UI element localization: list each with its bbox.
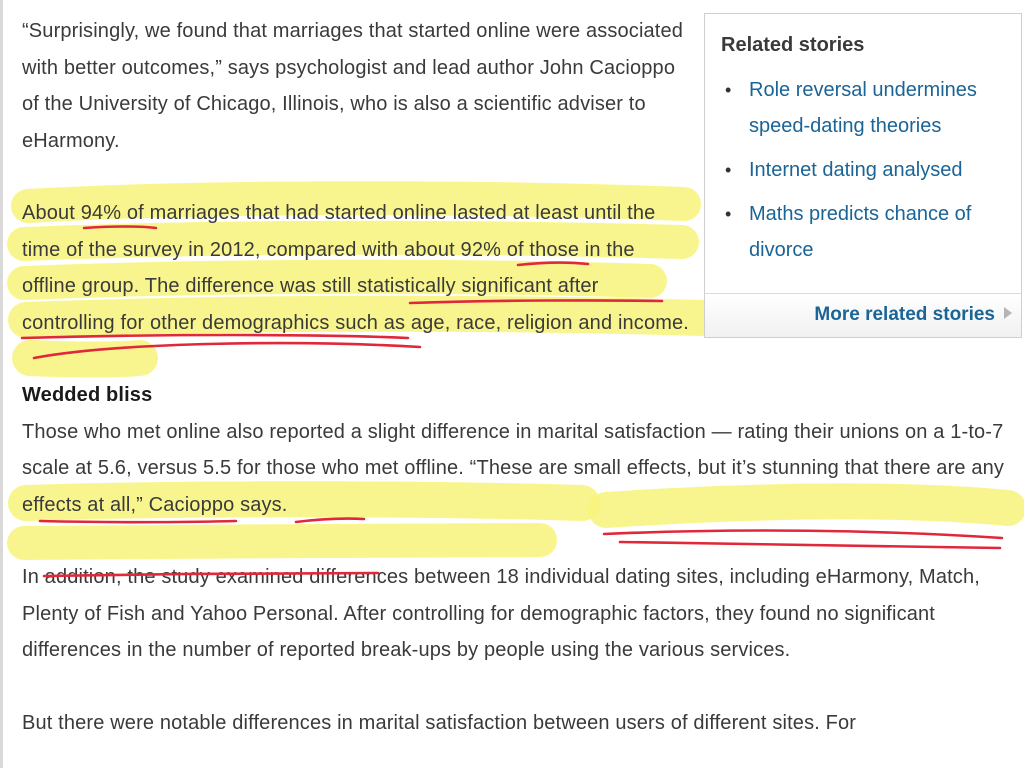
related-stories-list (721, 72, 1011, 276)
article-paragraph: “Surprisingly, we found that marriages that started online were associated with better outcomes,” says psychologist and lead author John Cacioppo of the University of Chicago, Illinois, who is also a scientific adviser to eHarmony. (22, 20, 684, 152)
more-related-stories-link[interactable]: More related stories (814, 304, 995, 325)
arrow-right-icon[interactable] (1004, 307, 1012, 319)
article-paragraph: But there were notable differences in marital satisfaction between users of different sites. For (22, 711, 857, 734)
page-left-border (0, 0, 3, 768)
related-stories-footer (705, 293, 1021, 337)
bullet-icon: • (725, 204, 732, 224)
related-story-link[interactable] (721, 152, 1011, 188)
related-stories-box (704, 13, 1022, 338)
article-paragraph: About 94% of marriages that had started online lasted at least until the time of the survey in 2012, compared with about 92% of those in the offline group. The difference was still statistically significant after controlling for other demographics such as age, race, religion and income. (22, 202, 690, 334)
related-story-label[interactable]: Internet dating analysed (749, 159, 963, 181)
bullet-icon: • (725, 80, 732, 100)
bullet-icon: • (725, 160, 732, 180)
related-stories-title: Related stories (721, 34, 865, 56)
section-heading: Wedded bliss (22, 384, 153, 406)
related-story-link[interactable] (721, 72, 1011, 144)
article-paragraph: Those who met online also reported a slight difference in marital satisfaction — rating their unions on a 1-to-7 scale at 5.6, versus 5.5 for those who met offline. “These are small effects, but it’s stunning that there are any effects at all,” Cacioppo says. (22, 420, 1005, 516)
related-story-link[interactable] (721, 196, 1011, 268)
article-paragraph: In addition, the study examined differences between 18 individual dating sites, including eHarmony, Match, Plenty of Fish and Yahoo Personal. After controlling for demographic factors, they found no significant differences in the number of reported break-ups by people using the various services. (22, 566, 980, 661)
related-story-label[interactable]: Role reversal undermines speed-dating theories (749, 79, 977, 137)
related-story-label[interactable]: Maths predicts chance of divorce (749, 203, 972, 261)
